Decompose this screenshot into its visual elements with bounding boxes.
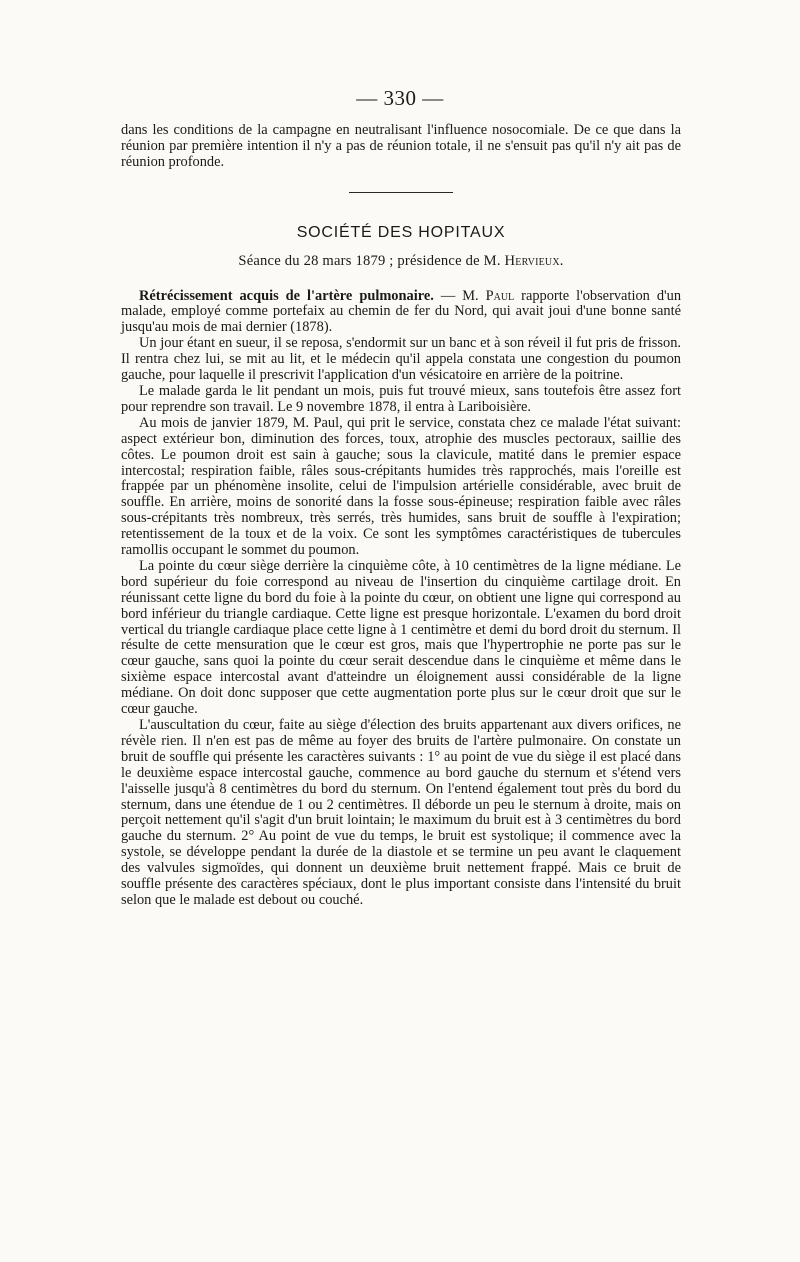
- article-paragraph: Le malade garda le lit pendant un mois, puis fut trouvé mieux, sans toutefois être assez fort pour reprendre son travail. Le 9 novembre 1878, il entra à Lariboisière.: [121, 382, 681, 415]
- article-paragraph: Au mois de janvier 1879, M. Paul, qui prit le service, constata chez ce malade l'état suivant: aspect extérieur bon, diminution des forces, toux, atrophie des muscles pectoraux, saillie des côtes. Le poumon droit est sain à gauche; sous la clavicule, matité dans le premier espace intercostal; respiration faible, râles sous-crépitants humides très rapprochés, mais l'oreille est frappée par un phénomène insolite, celui de l'impulsion artérielle considérable, avec bruit de souffle. En arrière, moins de sonorité dans la fosse sous-épineuse; respiration faible avec râles sous-crépitants très nombreux, très serrés, très humides, sans bruit de souffle à l'expiration; retentissement de la toux et de la voix. Ce sont les symptômes caractéristiques de tubercules ramollis occupant le sommet du poumon.: [121, 414, 681, 559]
- session-line: [121, 254, 681, 270]
- session-text: Séance du 28 mars 1879 ; présidence de M.: [238, 252, 501, 269]
- article-author: Paul: [485, 287, 515, 304]
- article-title: Rétrécissement acquis de l'artère pulmonaire.: [139, 287, 434, 304]
- session-president: Hervieux.: [504, 252, 564, 269]
- intro-paragraph: dans les conditions de la campagne en neutralisant l'influence nosocomiale. De ce que dans la réunion par première intention il n'y a pas de réunion totale, il ne s'ensuit pas qu'il n'y ait pas de réunion profonde.: [121, 122, 681, 170]
- article-first-text: rapporte l'observation d'un malade, employé comme portefaix au chemin de fer du Nord, qui avait joui d'une bonne santé jusqu'au mois de mai dernier (1878).: [121, 287, 682, 336]
- article-title-dash: — M.: [433, 287, 486, 304]
- article-paragraph: Un jour étant en sueur, il se reposa, s'endormit sur un banc et à son réveil il fut pris de frisson. Il rentra chez lui, se mit au lit, et le médecin qu'il appela constata une congestion du poumon gauche, pour laquelle il prescrivit l'application d'un vésicatoire en arrière de la poitrine.: [121, 335, 681, 384]
- article-paragraph: L'auscultation du cœur, faite au siège d'élection des bruits appartenant aux divers orifices, ne révèle rien. Il n'en est pas de même au foyer des bruits de l'artère pulmonaire. On constate un bruit de souffle qui présente les caractères suivants : 1° au point de vue du siège il est placé dans le deuxième espace intercostal gauche, commence au bord gauche du sternum et s'étend vers l'aisselle jusqu'à 8 centimètres du bord du sternum. On l'entend également tout près du bord du sternum, dans une étendue de 1 ou 2 centimètres. Il déborde un peu le sternum à droite, mais on perçoit nettement qu'il s'agit d'un bruit lointain; le maximum du bruit est à 3 centimètres du bord gauche du sternum. 2° Au point de vue du temps, le bruit est systolique; il commence avec la systole, se développe pendant la durée de la diastole et se termine un peu avant le claquement des valvules sigmoïdes, qui donnent un deuxième bruit nettement frappé. Mais ce bruit de souffle présente des caractères spéciaux, dont le plus important consiste dans l'intensité du bruit selon que le malade est debout ou couché.: [121, 717, 681, 908]
- page-number: — 330 —: [356, 86, 444, 110]
- article-paragraph: La pointe du cœur siège derrière la cinquième côte, à 10 centimètres de la ligne médiane. Le bord supérieur du foie correspond au niveau de l'insertion du cinquième cartilage droit. En réunissant cette ligne du bord du foie à la pointe du cœur, on obtient une ligne qui correspond au bord inférieur du triangle cardiaque. Cette ligne est presque horizontale. L'examen du bord droit vertical du triangle cardiaque place cette ligne à 1 centimètre et demi du bord droit du sternum. Il résulte de cette mensuration que le cœur est gros, mais que l'hypertrophie ne porte pas sur le cœur gauche, sans quoi la pointe du cœur serait descendue dans le cinquième et même dans le sixième espace intercostal avant d'atteindre un éloignement aussi considérable de la ligne médiane. On doit donc supposer que cette augmentation porte plus sur le cœur droit que sur le cœur gauche.: [121, 557, 681, 718]
- article-first-paragraph: [121, 289, 681, 337]
- section-divider: [349, 192, 453, 193]
- section-title: SOCIÉTÉ DES HOPITAUX: [296, 223, 506, 241]
- page-content: [121, 123, 681, 909]
